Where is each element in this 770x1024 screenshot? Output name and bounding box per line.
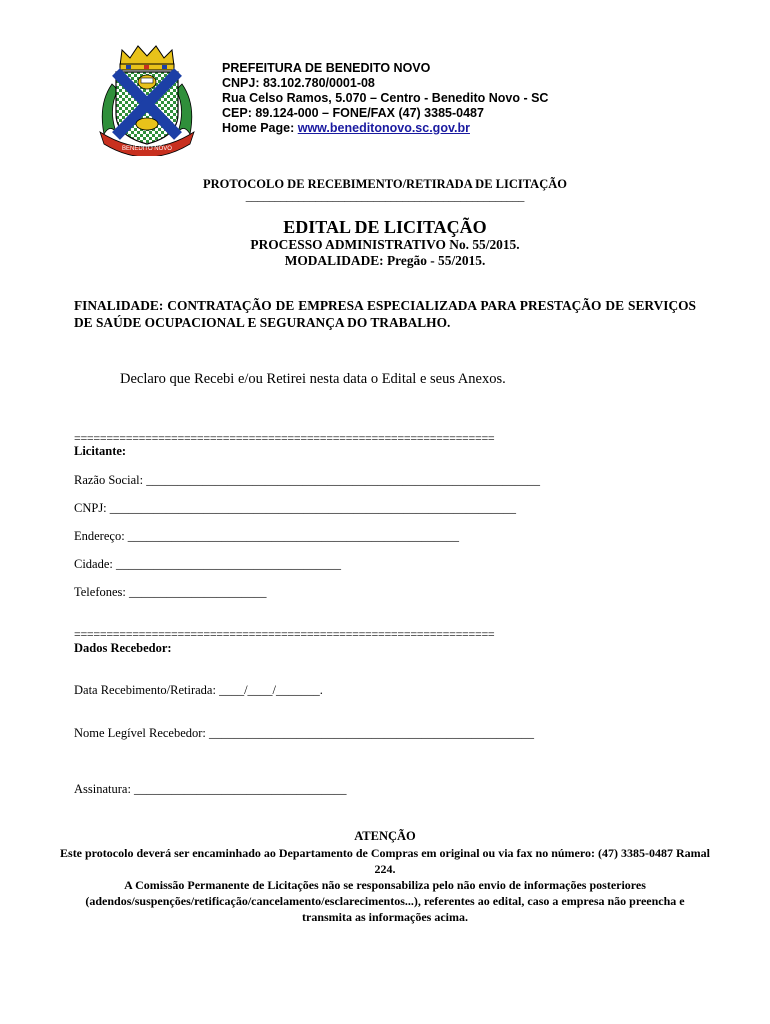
homepage-link[interactable]: www.beneditonovo.sc.gov.br xyxy=(297,121,470,135)
svg-text:BENEDITO NOVO: BENEDITO NOVO xyxy=(122,146,172,152)
org-name: PREFEITURA DE BENEDITO NOVO xyxy=(222,61,431,75)
separator-line: ================================================================= xyxy=(74,627,495,641)
razao-social-field[interactable]: Razão Social: _______________________________________________________________ xyxy=(74,473,540,487)
licitante-heading: Licitante: xyxy=(74,444,127,458)
benedito-novo-crest-logo xyxy=(92,44,202,156)
edital-processo: PROCESSO ADMINISTRATIVO No. 55/2015. xyxy=(250,237,520,252)
telefones-field[interactable]: Telefones: ______________________ xyxy=(74,585,267,599)
atencao-title: ATENÇÃO xyxy=(354,829,416,843)
org-address: Rua Celso Ramos, 5.070 – Centro - Benedito Novo - SC xyxy=(222,91,549,105)
cnpj-field[interactable]: CNPJ: _________________________________________________________________ xyxy=(74,501,517,515)
edital-modalidade: MODALIDADE: Pregão - 55/2015. xyxy=(284,253,486,268)
data-recebimento-field[interactable]: Data Recebimento/Retirada: ____/____/_______. xyxy=(74,683,323,697)
finalidade-paragraph: FINALIDADE: CONTRATAÇÃO DE EMPRESA ESPECIALIZADA PARA PRESTAÇÃO DE SERVIÇOS DE SAÚDE OCUPACIONAL E SEGURANÇA DO TRABALHO. xyxy=(74,298,696,330)
cidade-field[interactable]: Cidade: ____________________________________ xyxy=(74,557,342,571)
atencao-notice xyxy=(60,845,710,925)
protocol-title: PROTOCOLO DE RECEBIMENTO/RETIRADA DE LICITAÇÃO xyxy=(203,177,567,191)
endereco-field[interactable]: Endereço: _____________________________________________________ xyxy=(74,529,460,543)
edital-title: EDITAL DE LICITAÇÃO xyxy=(283,217,487,237)
nome-recebedor-field[interactable]: Nome Legível Recebedor: ____________________________________________________ xyxy=(74,726,535,740)
recebedor-heading: Dados Recebedor: xyxy=(74,641,172,655)
org-cep-phone: CEP: 89.124-000 – FONE/FAX (47) 3385-0487 xyxy=(222,106,484,120)
atencao-line-disclaimer: A Comissão Permanente de Licitações não se responsabiliza pelo não envio de informações posteriores (adendos/suspenções/retificação/cancelamento/esclarecimentos...), referentes ao edital, caso a empresa não preencha e transmita as informações acima. xyxy=(85,878,685,924)
protocol-underline: ________________________________________________ xyxy=(245,189,525,203)
org-homepage xyxy=(222,121,470,136)
separator-line: ================================================================= xyxy=(74,431,495,445)
homepage-label: Home Page: xyxy=(222,121,298,135)
assinatura-field[interactable]: Assinatura: __________________________________ xyxy=(74,782,347,796)
declaration-text: Declaro que Recebi e/ou Retirei nesta data o Edital e seus Anexos. xyxy=(120,371,506,387)
atencao-line-fax: Este protocolo deverá ser encaminhado ao Departamento de Compras em original ou via fax no número: (47) 3385-0487 Ramal 224. xyxy=(60,846,710,876)
org-cnpj: CNPJ: 83.102.780/0001-08 xyxy=(222,76,375,90)
